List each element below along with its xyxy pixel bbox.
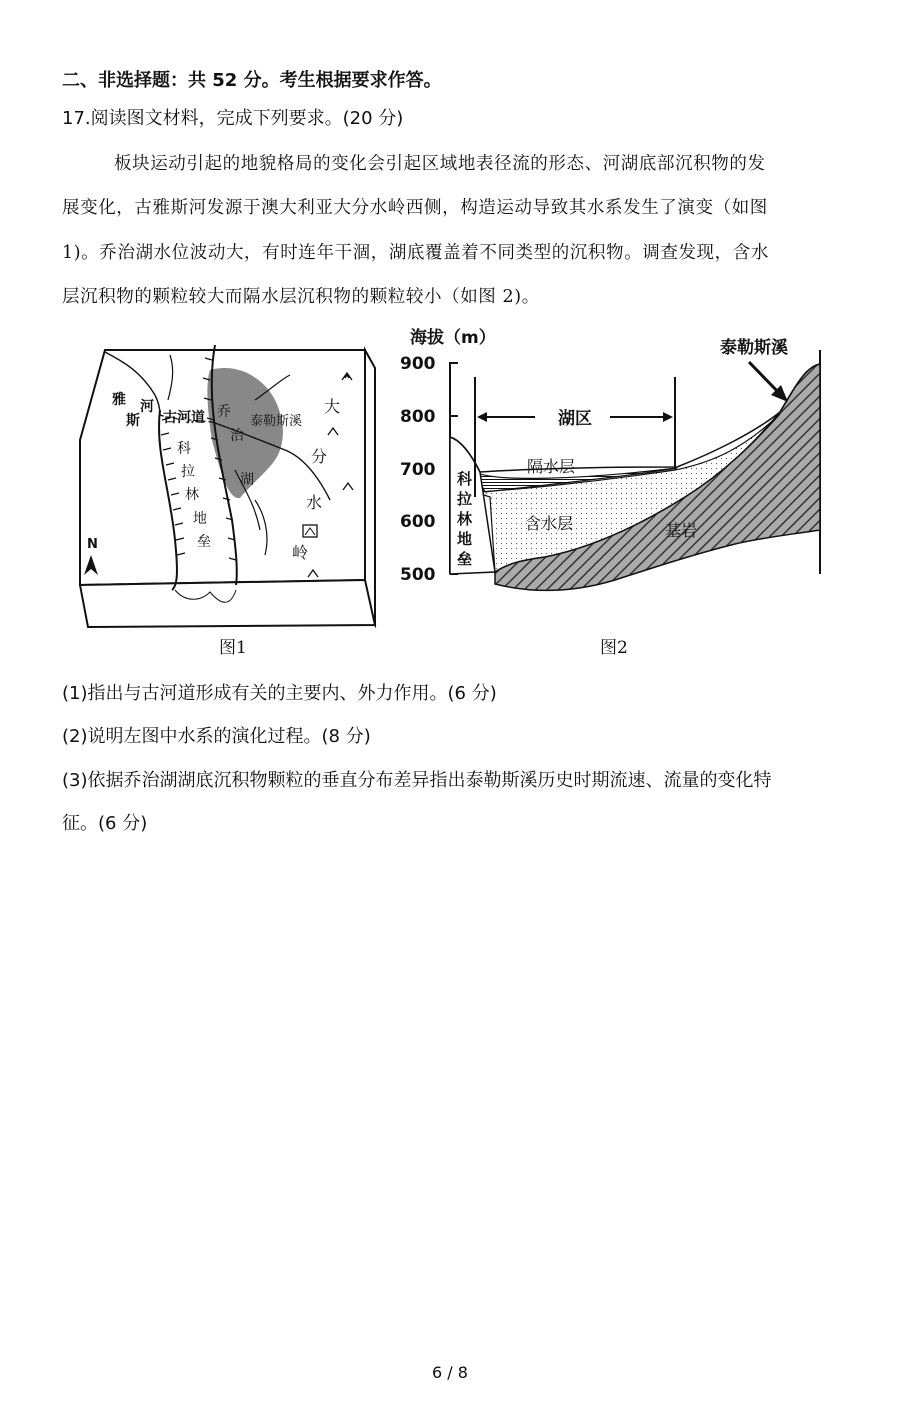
question-item: (2)说明左图中水系的演化过程。(8 分) [62,726,371,747]
lake-zone-label: 湖区 [558,409,592,429]
question-item: 征。(6 分) [62,813,148,834]
label-yasi-2: 斯 [126,413,140,429]
question-item: (1)指出与古河道形成有关的主要内、外力作用。(6 分) [62,683,497,704]
label-kela-5: 垒 [197,534,211,550]
question-item: (3)依据乔治湖湖底沉积物颗粒的垂直分布差异指出泰勒斯溪历史时期流速、流量的变化特 [62,770,772,791]
label-north: N [87,537,98,552]
figure1-map [60,340,380,630]
material-line: 板块运动引起的地貌格局的变化会引起区域地表径流的形态、河湖底部沉积物的发 [114,154,766,174]
label-qiaozhi-3: 湖 [240,472,254,488]
y-tick-label: 900 [400,354,436,374]
label-kela-2: 拉 [181,464,195,480]
block-front-face [80,580,375,627]
horst-label-2: 拉 [457,490,473,508]
label-kela-4: 地 [193,511,207,527]
label-divide-3: 水 [306,493,323,512]
y-tick-label: 700 [400,460,436,480]
label-kela-3: 林 [185,487,199,503]
figure2-caption: 图2 [600,638,628,658]
label-yasi-3: 河 [140,399,154,415]
material-line: 层沉积物的颗粒较大而隔水层沉积物的颗粒较小（如图 2)。 [62,287,540,307]
stream-arrow [749,362,780,394]
label-kela-1: 科 [177,441,191,457]
label-divide-2: 分 [311,447,328,466]
aquifer-label: 含水层 [525,514,574,533]
stream-label: 泰勒斯溪 [720,338,788,358]
figure2-section [395,322,835,602]
figure1-caption: 图1 [219,638,247,658]
arrowhead-right [663,412,673,422]
label-old-channel: 古河道 [163,410,205,426]
label-qiaozhi-2: 治 [230,428,244,444]
y-tick-label: 500 [400,565,436,585]
label-qiaozhi-1: 乔 [217,404,231,420]
label-divide-1: 大 [324,397,341,416]
section-heading: 二、非选择题：共 52 分。考生根据要求作答。 [62,70,442,91]
horst-label-4: 地 [457,530,473,548]
page-number: 6 / 8 [432,1363,468,1382]
survey-marker [303,525,317,537]
label-divide-4: 岭 [292,543,309,562]
arrowhead-left [477,412,487,422]
label-tailesi: 泰勒斯溪 [250,414,303,429]
aquiclude-label: 隔水层 [527,457,576,476]
y-axis-title: 海拔（m） [410,328,496,348]
material-line: 展变化，古雅斯河发源于澳大利亚大分水岭西侧，构造运动导致其水系发生了演变（如图 [62,198,768,218]
horst-label-1: 科 [457,470,473,488]
bedrock-label: 基岩 [665,521,698,540]
y-tick-label: 600 [400,512,436,532]
material-line: 1)。乔治湖水位波动大，有时连年干涸，湖底覆盖着不同类型的沉积物。调查发现，含水 [62,243,769,263]
y-tick-label: 800 [400,407,436,427]
horst-label-3: 林 [457,510,473,528]
horst-label-5: 垒 [457,550,473,568]
label-yasi-1: 雅 [112,392,126,408]
question-title: 17.阅读图文材料，完成下列要求。(20 分) [62,108,404,129]
